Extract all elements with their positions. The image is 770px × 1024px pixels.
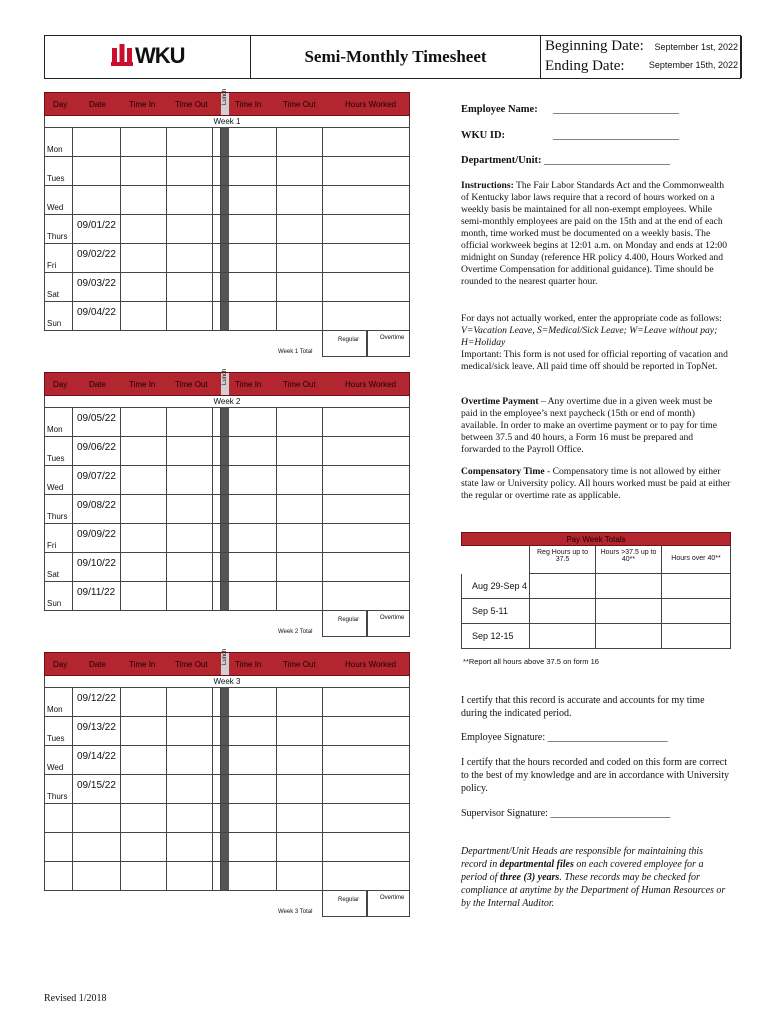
wku-id-field[interactable] xyxy=(461,130,679,141)
table-row xyxy=(44,717,410,746)
date-value: 09/10/22 xyxy=(77,558,116,569)
overtime-label: Overtime xyxy=(380,335,405,341)
lunch-cell xyxy=(221,833,229,861)
overtime-block xyxy=(461,396,731,456)
week-total-label: Week 2 Total xyxy=(278,629,313,635)
lunch-cell xyxy=(221,746,229,774)
pay-week-row-label: Sep 5-11 xyxy=(461,599,529,624)
table-row xyxy=(44,775,410,804)
lunch-cell xyxy=(221,495,229,523)
dates-cell xyxy=(541,36,742,78)
overtime-label: Overtime xyxy=(380,615,405,621)
comp-label: Compensatory Time xyxy=(461,466,545,477)
date-value: 09/07/22 xyxy=(77,471,116,482)
week-total-label: Week 3 Total xyxy=(278,909,313,915)
week-label: Week 1 xyxy=(213,117,241,126)
time-cell[interactable] xyxy=(45,157,323,185)
time-cell[interactable] xyxy=(45,128,323,156)
day-label: Fri xyxy=(47,541,57,550)
table-row xyxy=(44,215,410,244)
day-label: Sun xyxy=(47,599,62,608)
hours-375-40-header: Hours >37.5 up to 40** xyxy=(595,546,661,574)
table-row xyxy=(44,128,410,157)
day-label: Sat xyxy=(47,570,60,579)
week-total-divider xyxy=(366,891,368,917)
date-value: 09/03/22 xyxy=(77,278,116,289)
logo-text: WKU xyxy=(135,43,185,68)
comp-text: - Compensatory time is not allowed by either state law or University policy. All hours worked must be paid at either the regular or overtime rate as applicable. xyxy=(461,466,731,501)
day-label: Sun xyxy=(47,319,62,328)
column-header-time-out2: Time Out xyxy=(283,100,316,109)
table-row xyxy=(44,746,410,775)
title-cell xyxy=(251,36,541,78)
table-header xyxy=(44,88,410,116)
column-header-lunch: Lunch xyxy=(222,648,228,665)
date-value: 09/02/22 xyxy=(77,249,116,260)
lunch-cell xyxy=(221,804,229,832)
pay-week-cell[interactable] xyxy=(661,574,731,599)
retention-bold-2: three (3) years xyxy=(499,872,560,883)
lunch-cell xyxy=(221,582,229,610)
day-label: Wed xyxy=(47,763,64,772)
table-row xyxy=(44,582,410,611)
lunch-cell xyxy=(221,553,229,581)
lunch-cell xyxy=(221,157,229,185)
date-value: 09/15/22 xyxy=(77,780,116,791)
lunch-cell xyxy=(221,244,229,272)
column-header-hours-worked: Hours Worked xyxy=(345,660,396,669)
column-header-time-in: Time In xyxy=(129,100,156,109)
day-label: Mon xyxy=(47,145,63,154)
lunch-cell xyxy=(221,215,229,243)
pay-week-cell[interactable] xyxy=(529,574,595,599)
lunch-header xyxy=(221,648,229,675)
column-header-hours-worked: Hours Worked xyxy=(345,380,396,389)
column-header-time-out2: Time Out xyxy=(283,380,316,389)
table-row xyxy=(44,437,410,466)
wku-cupola-logo-icon xyxy=(111,44,133,68)
week-table xyxy=(44,368,410,642)
beginning-date-value[interactable]: September 1st, 2022 xyxy=(654,42,738,52)
lunch-cell xyxy=(221,466,229,494)
lunch-header xyxy=(221,368,229,395)
department-label: Department/Unit: xyxy=(461,155,542,166)
department-field[interactable] xyxy=(461,155,670,166)
week-label: Week 2 xyxy=(213,397,241,406)
day-label: Thurs xyxy=(47,792,68,801)
retention-bold-1: departmental files xyxy=(499,859,574,870)
table-header xyxy=(44,368,410,396)
regular-label: Regular xyxy=(338,337,360,343)
pay-week-cell[interactable] xyxy=(595,599,661,624)
day-label: Thurs xyxy=(47,232,68,241)
date-value: 09/08/22 xyxy=(77,500,116,511)
supervisor-signature-line[interactable]: Supervisor Signature: ________________________ xyxy=(461,808,671,819)
overtime-label: Overtime Payment xyxy=(461,396,539,407)
week-label: Week 3 xyxy=(213,677,241,686)
employee-name-label: Employee Name: xyxy=(461,104,538,115)
column-header-hours-worked: Hours Worked xyxy=(345,100,396,109)
supervisor-certify-text: I certify that the hours recorded and coded on this form are correct to the best of my knowledge and are in accordance with University policy. xyxy=(461,757,729,794)
column-header-lunch: Lunch xyxy=(222,88,228,105)
day-label: Thurs xyxy=(47,512,68,521)
department-line[interactable]: ________________________ xyxy=(544,155,671,166)
column-header-time-out2: Time Out xyxy=(283,660,316,669)
pay-week-cell[interactable] xyxy=(595,624,661,649)
lunch-cell xyxy=(221,688,229,716)
logo-cell xyxy=(45,36,251,78)
pay-week-cell[interactable] xyxy=(661,599,731,624)
week-label-bar xyxy=(44,116,410,128)
regular-label: Regular xyxy=(338,897,360,903)
date-value: 09/12/22 xyxy=(77,693,116,704)
day-label: Sat xyxy=(47,290,60,299)
column-header-time-in2: Time In xyxy=(235,100,262,109)
time-cell[interactable] xyxy=(45,804,323,832)
column-header-date: Date xyxy=(89,660,106,669)
week-total-divider xyxy=(366,331,368,357)
hours-over-40-header: Hours over 40** xyxy=(661,546,731,574)
time-cell[interactable] xyxy=(45,862,323,890)
day-label: Mon xyxy=(47,425,63,434)
week-table xyxy=(44,648,410,922)
week-label-bar xyxy=(44,676,410,688)
codes-block xyxy=(461,313,731,373)
table-row xyxy=(44,553,410,582)
column-header-time-out: Time Out xyxy=(175,380,208,389)
table-row xyxy=(44,804,410,833)
regular-label: Regular xyxy=(338,617,360,623)
lunch-cell xyxy=(221,717,229,745)
pay-week-row-label: Sep 12-15 xyxy=(461,624,529,649)
column-header-date: Date xyxy=(89,100,106,109)
table-row xyxy=(44,157,410,186)
table-row xyxy=(44,408,410,437)
ending-date-label: Ending Date: xyxy=(545,58,625,74)
time-cell[interactable] xyxy=(45,186,323,214)
day-label: Wed xyxy=(47,203,64,212)
lunch-cell xyxy=(221,437,229,465)
column-header-time-in2: Time In xyxy=(235,380,262,389)
pay-week-note: **Report all hours above 37.5 on form 16 xyxy=(463,657,599,666)
employee-name-line[interactable]: ________________________ xyxy=(553,104,679,115)
instructions-block xyxy=(461,180,731,288)
day-label: Wed xyxy=(47,483,64,492)
revised-footer: Revised 1/2018 xyxy=(44,993,107,1004)
retention-text-2: on each covered employee for a period of xyxy=(461,859,704,883)
date-value: 09/11/22 xyxy=(77,587,116,598)
lunch-cell xyxy=(221,862,229,890)
table-row xyxy=(44,862,410,891)
day-label: Tues xyxy=(47,174,65,183)
codes-intro: For days not actually worked, enter the appropriate code as follows: xyxy=(461,313,722,324)
day-label: Tues xyxy=(47,454,65,463)
codes-text: V=Vacation Leave, S=Medical/Sick Leave; W=Leave without pay; H=Holiday xyxy=(461,325,718,348)
reg-hours-header: Reg Hours up to 37.5 xyxy=(529,546,595,574)
beginning-date-label: Beginning Date: xyxy=(545,38,644,54)
column-header-day: Day xyxy=(53,100,68,109)
table-row xyxy=(44,466,410,495)
page-title: Semi-Monthly Timesheet xyxy=(304,47,487,66)
week-total-divider xyxy=(366,611,368,637)
table-row xyxy=(44,302,410,331)
pay-week-cell[interactable] xyxy=(661,624,731,649)
wku-id-label: WKU ID: xyxy=(461,130,506,141)
table-row xyxy=(44,833,410,862)
day-label: Mon xyxy=(47,705,63,714)
employee-name-field[interactable] xyxy=(461,104,679,115)
table-row xyxy=(44,524,410,553)
lunch-cell xyxy=(221,775,229,803)
date-value: 09/06/22 xyxy=(77,442,116,453)
wku-id-line[interactable]: ________________________ xyxy=(553,130,679,141)
table-row xyxy=(44,273,410,302)
instructions-text: The Fair Labor Standards Act and the Commonwealth of Kentucky labor laws require that a record of hours worked on a weekly basis be maintained for all non-exempt employees. While semi-monthly employees are paid on the 15th and at the end of each month, time worked must be documented on a weekly basis. The official workweek begins at 12:01 a.m. on Monday and ends at 12:00 midnight on Sunday (reference HR policy 4.400, Hours Worked and Overtime Compensation for additional guidance). Time should be rounded to the nearest quarter hour. xyxy=(461,180,727,287)
column-header-time-out: Time Out xyxy=(175,660,208,669)
lunch-cell xyxy=(221,408,229,436)
form-header xyxy=(44,35,741,79)
date-value: 09/01/22 xyxy=(77,220,116,231)
comp-block xyxy=(461,466,731,502)
lunch-header xyxy=(221,88,229,115)
column-header-time-in: Time In xyxy=(129,660,156,669)
lunch-cell xyxy=(221,128,229,156)
table-header xyxy=(44,648,410,676)
pay-week-cell[interactable] xyxy=(595,574,661,599)
overtime-label: Overtime xyxy=(380,895,405,901)
overtime-text: – Any overtime due in a given week must be paid in the employee’s next paycheck (15th or end of month) available. In order to make an overtime payment or to pay for time between 37.5 and 40 hours, a Form 16 must be prepared and forwarded to the Payroll Office. xyxy=(461,396,718,455)
table-row xyxy=(44,186,410,215)
column-header-time-in2: Time In xyxy=(235,660,262,669)
lunch-cell xyxy=(221,273,229,301)
column-header-date: Date xyxy=(89,380,106,389)
table-row xyxy=(44,688,410,717)
date-value: 09/05/22 xyxy=(77,413,116,424)
date-value: 09/09/22 xyxy=(77,529,116,540)
pay-week-cell[interactable] xyxy=(529,599,595,624)
column-header-day: Day xyxy=(53,660,68,669)
day-label: Tues xyxy=(47,734,65,743)
pay-week-totals-title: Pay Week Totals xyxy=(461,532,731,546)
date-value: 09/04/22 xyxy=(77,307,116,318)
pay-week-row-label: Aug 29-Sep 4 xyxy=(461,574,529,599)
retention-text-3: . These records may be checked for compliance at anytime by the Department of Human Resources or by the Internal Auditor. xyxy=(461,872,726,909)
table-row xyxy=(44,244,410,273)
retention-notice xyxy=(461,845,731,910)
lunch-cell xyxy=(221,524,229,552)
date-value: 09/13/22 xyxy=(77,722,116,733)
employee-signature-line[interactable]: Employee Signature: ________________________ xyxy=(461,732,668,743)
time-cell[interactable] xyxy=(45,833,323,861)
week-label-bar xyxy=(44,396,410,408)
column-header-time-in: Time In xyxy=(129,380,156,389)
lunch-cell xyxy=(221,186,229,214)
instructions-label: Instructions: xyxy=(461,180,514,191)
date-value: 09/14/22 xyxy=(77,751,116,762)
employee-certify-text: I certify that this record is accurate and accounts for my time during the indicated period. xyxy=(461,695,705,719)
column-header-lunch: Lunch xyxy=(222,368,228,385)
day-label: Fri xyxy=(47,261,57,270)
column-header-time-out: Time Out xyxy=(175,100,208,109)
column-header-day: Day xyxy=(53,380,68,389)
week-total-label: Week 1 Total xyxy=(278,349,313,355)
important-text: Important: This form is not used for official reporting of vacation and medical/sick leave. All paid time off should be reported in TopNet. xyxy=(461,349,728,372)
ending-date-value[interactable]: September 15th, 2022 xyxy=(648,60,738,70)
lunch-cell xyxy=(221,302,229,330)
pay-week-cell[interactable] xyxy=(529,624,595,649)
week-table xyxy=(44,88,410,362)
retention-text-1: Department/Unit Heads are responsible for maintaining this record in xyxy=(461,846,704,870)
table-row xyxy=(44,495,410,524)
